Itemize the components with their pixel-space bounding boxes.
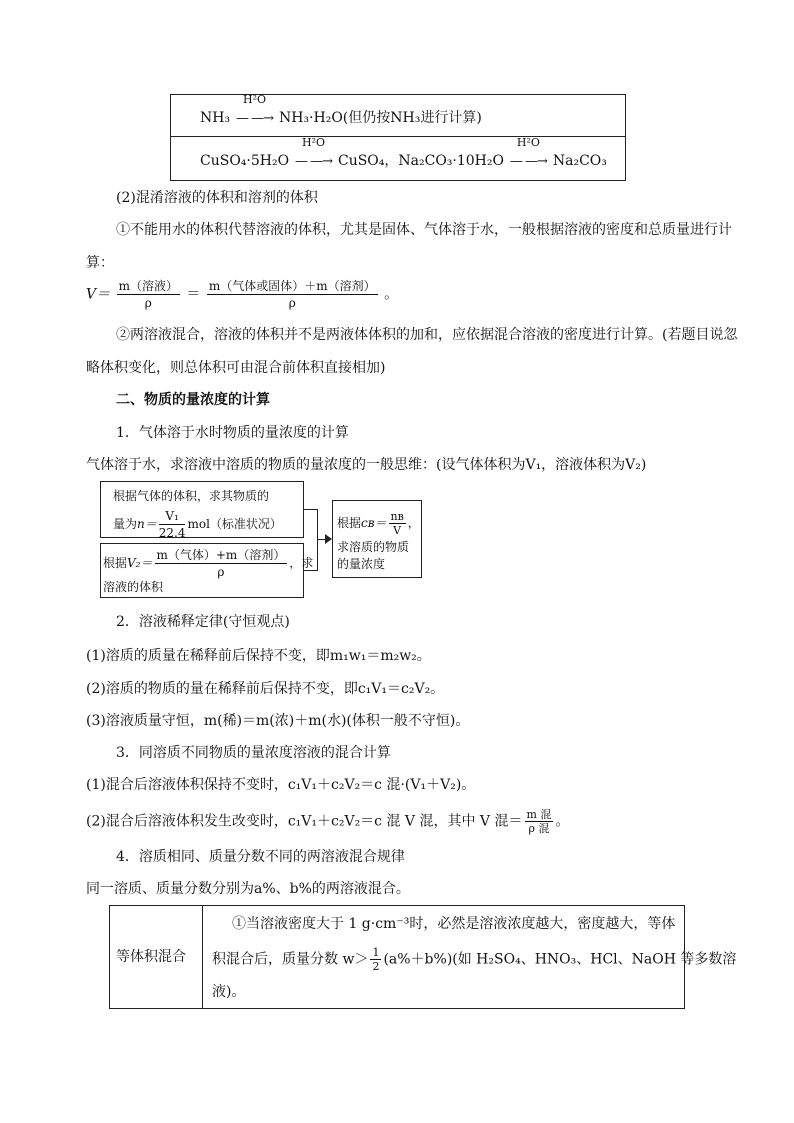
heading-4: 4．溶质相同、质量分数不同的两溶液混合规律 [116,849,405,865]
mixing-rule-2: (2)混合后溶液体积发生改变时，c₁V₁＋c₂V₂＝c 混 V 混，其中 V 混＝ $\frac{\text{m 混}}{\text{ρ 混}}$ 。 [86,808,570,835]
fraction-mass-over-density: $\frac{\text{m 混}}{\text{ρ 混}}$ [526,808,552,835]
fraction-solution-mass: $\frac{\text{m（溶液）}}{\rho}$ [118,279,178,310]
rule-table-label: 等体积混合 [116,949,186,965]
heading-3: 3．同溶质不同物质的量浓度溶液的混合计算 [116,745,391,761]
arrow-right-icon [325,534,332,544]
flow-box-concentration-line-1: 根据cʙ＝ $\frac{\text{nʙ}}{V}$ ， [337,510,420,537]
fraction-v1-over-22-4: $\frac{\text{V₁}}{22.4}$ [158,509,186,540]
reaction-row-1: NH₃ H²O — —→ NH₃·H₂O(但仍按NH₃进行计算) [200,108,482,129]
heading-1: 1．气体溶于水时物质的量浓度的计算 [116,425,349,441]
rule-table-divider [202,905,203,1009]
section-heading-2: 二、物质的量浓度的计算 [116,392,270,408]
reaction-table-divider [170,136,626,137]
flow-box-concentration-line-2: 求溶质的物质 [337,540,410,554]
dilution-rule-3: (3)溶液质量守恒，m(稀)＝m(浓)＋m(水)(体积一般不守恒)。 [86,713,470,729]
rule-table-line-1: ①当溶液密度大于 1 g·cm⁻³时，必然是溶液浓度越大，密度越大，等体 [232,916,676,932]
flow-connector-vertical [317,509,318,571]
rule-table-line-3: 液)。 [212,984,246,1000]
flow-box-volume-line-2: 溶液的体积 [103,580,164,594]
rule-table-line-2: 积混合后，质量分数 w＞ $\frac{1}{2}$ (a%＋b%)(如 H₂SO₄、HNO₃、HCl、NaOH 等多数溶 [212,946,737,973]
flow-box-moles-line-1: 根据气体的体积，求其物质的 [113,489,270,503]
para-rule-2-line-2: 略体积变化，则总体积可由混合前体积直接相加) [86,360,386,376]
para-confusion-volume: (2)混淆溶液的体积和溶剂的体积 [116,190,318,206]
para-rule-1-line-1: ①不能用水的体积代替溶液的体积，尤其是固体、气体溶于水，一般根据溶液的密度和总质量进行计 [116,222,732,238]
heading-2: 2．溶液稀释定律(守恒观点) [116,614,290,630]
fraction-n-over-v: $\frac{\text{nʙ}}{V}$ [390,510,404,537]
arrow-reaction-1: H²O — —→ [236,93,274,126]
fraction-total-mass: $\frac{\text{m（气体或固体）＋m（溶剂）}}{\rho}$ [208,279,376,310]
dilution-rule-2: (2)溶质的物质的量在稀释前后保持不变，即c₁V₁＝c₂V₂。 [86,681,445,697]
para-same-solute: 同一溶质、质量分数分别为a%、b%的两溶液混合。 [86,881,410,897]
flow-box-concentration-line-3: 的量浓度 [337,557,386,571]
para-rule-1-line-2: 算： [86,255,114,271]
para-gas-dissolve: 气体溶于水，求溶液中溶质的物质的量浓度的一般思维：(设气体体积为V₁，溶液体积为V₂) [86,457,647,473]
reaction-row-2: CuSO₄·5H₂O H²O — —→ CuSO₄，Na₂CO₃·10H₂O H²O — —→ Na₂CO₃ [200,151,607,172]
flow-box-volume-line-1: 根据V₂＝ $\frac{\text{m（气体）+m（溶剂）}}{\rho}$ ，求 [103,548,314,579]
mixing-rule-1: (1)混合后溶液体积保持不变时，c₁V₁＋c₂V₂＝c 混·(V₁＋V₂)。 [86,777,476,793]
flow-connector-top [304,509,318,510]
fraction-one-half: $\frac{1}{2}$ [372,946,380,973]
para-rule-2-line-1: ②两溶液混合，溶液的体积并不是两液体体积的加和，应依据混合溶液的密度进行计算。(若题目说忽 [116,327,738,343]
formula-volume: V＝ $\frac{\text{m（溶液）}}{\rho}$ ＝ $\frac{\text{m（气体或固体）＋m（溶剂）}}{\rho}$ 。 [86,279,399,310]
arrow-reaction-2: H²O — —→ [295,136,333,169]
fraction-total-mass-over-rho: $\frac{\text{m（气体）+m（溶剂）}}{\rho}$ [156,548,286,579]
dilution-rule-1: (1)溶质的质量在稀释前后保持不变，即m₁w₁＝m₂w₂。 [86,648,431,664]
flow-connector-bottom [304,570,318,571]
flow-box-moles-line-2: 量为n＝ $\frac{\text{V₁}}{22.4}$ mol（标准状况） [113,509,282,540]
arrow-reaction-3: H²O — —→ [509,136,547,169]
